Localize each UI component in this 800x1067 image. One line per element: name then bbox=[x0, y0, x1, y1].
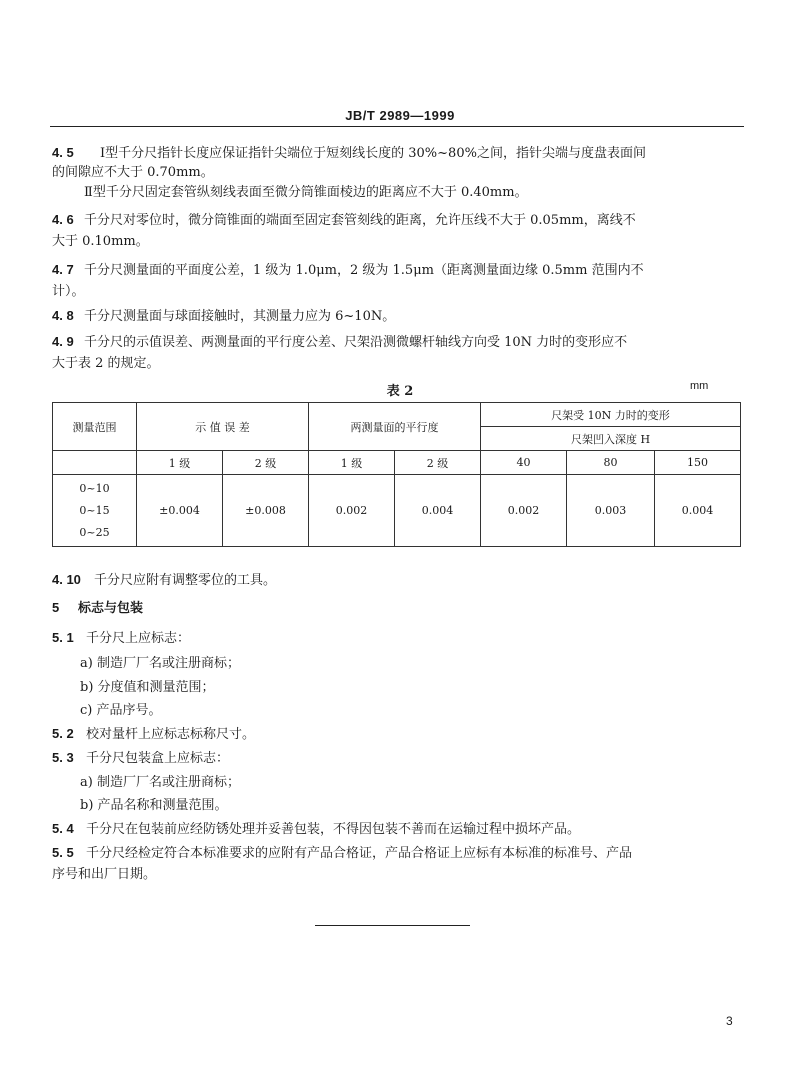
table-row bbox=[53, 475, 741, 547]
clause-text: 千分尺对零位时，微分筒锥面的端面至固定套管刻线的距离，允许压线不大于 0.05mm，离线不 bbox=[84, 213, 636, 228]
clause-number: 5. 2 bbox=[52, 726, 74, 741]
section-title: 标志与包装 bbox=[78, 601, 144, 616]
header-depth-40: 40 bbox=[481, 451, 567, 475]
clause-5-2-line1 bbox=[52, 726, 255, 743]
clause-number: 4. 5 bbox=[52, 145, 74, 160]
clause-text: Ⅰ型千分尺指针长度应保证指针尖端位于短刻线长度的 30%~80%之间，指针尖端与度盘表面间 bbox=[100, 146, 646, 161]
clause-text: 千分尺的示值误差、两测量面的平行度公差、尺架沿测微螺杆轴线方向受 10N 力时的变形应不 bbox=[84, 335, 628, 350]
error-grade1-value: ±0.004 bbox=[137, 475, 223, 547]
range-value: 0~15 bbox=[79, 503, 110, 517]
header-deform: 尺架受 10N 力时的变形 bbox=[481, 403, 741, 427]
clause-text: 千分尺测量面与球面接触时，其测量力应为 6~10N。 bbox=[84, 309, 396, 324]
list-item: a) 制造厂厂名或注册商标； bbox=[80, 775, 240, 790]
clause-number: 5. 5 bbox=[52, 845, 74, 860]
clause-5-5-line1 bbox=[52, 845, 632, 862]
range-value: 0~10 bbox=[79, 481, 110, 495]
clause-5-3-line1 bbox=[52, 750, 229, 767]
section-5-heading bbox=[52, 600, 143, 617]
list-item: c) 产品序号。 bbox=[80, 703, 162, 718]
clause-4-7-line1 bbox=[52, 262, 644, 279]
clause-number: 4. 8 bbox=[52, 308, 74, 323]
deform-80-value: 0.003 bbox=[567, 475, 655, 547]
header-depth-80: 80 bbox=[567, 451, 655, 475]
header-empty bbox=[53, 451, 137, 475]
clause-number: 5. 4 bbox=[52, 821, 74, 836]
clause-text: 千分尺测量面的平面度公差，1 级为 1.0μm，2 级为 1.5μm（距离测量面边缘 0.5mm 范围内不 bbox=[84, 263, 644, 278]
error-grade2-value: ±0.008 bbox=[223, 475, 309, 547]
parallel-grade2-value: 0.004 bbox=[395, 475, 481, 547]
deform-40-value: 0.002 bbox=[481, 475, 567, 547]
clause-text: 千分尺上应标志： bbox=[86, 631, 191, 646]
header-depth-150: 150 bbox=[655, 451, 741, 475]
clause-4-9-line2: 大于表 2 的规定。 bbox=[52, 356, 160, 371]
clause-4-7-line2: 计）。 bbox=[52, 284, 85, 299]
list-item: a) 制造厂厂名或注册商标； bbox=[80, 656, 240, 671]
header-error-grade2: 2 级 bbox=[223, 451, 309, 475]
header-range: 测量范围 bbox=[53, 403, 137, 451]
clause-4-5-line2: 的间隙应不大于 0.70mm。 bbox=[52, 165, 214, 180]
table-title: 表 2 bbox=[386, 384, 414, 399]
section-number: 5 bbox=[52, 600, 60, 615]
parallel-grade1-value: 0.002 bbox=[309, 475, 395, 547]
clause-5-1-line1 bbox=[52, 630, 190, 647]
clause-4-6-line1 bbox=[52, 212, 636, 229]
clause-5-4-line1 bbox=[52, 821, 580, 838]
header-parallel-grade1: 1 级 bbox=[309, 451, 395, 475]
clause-4-5-line3: Ⅱ型千分尺固定套管纵刻线表面至微分筒锥面棱边的距离应不大于 0.40mm。 bbox=[84, 185, 528, 200]
clause-number: 4. 7 bbox=[52, 262, 74, 277]
clause-4-5-line1 bbox=[52, 145, 646, 162]
page-number: 3 bbox=[726, 1014, 733, 1028]
clause-number: 4. 6 bbox=[52, 212, 74, 227]
clause-4-6-line2: 大于 0.10mm。 bbox=[52, 234, 149, 249]
range-value: 0~25 bbox=[79, 525, 110, 539]
end-rule bbox=[315, 925, 470, 926]
clause-4-8-line1 bbox=[52, 308, 395, 325]
clause-number: 5. 1 bbox=[52, 630, 74, 645]
clause-text: 千分尺在包装前应经防锈处理并妥善包装，不得因包装不善而在运输过程中损坏产品。 bbox=[86, 822, 581, 837]
clause-text: 千分尺包装盒上应标志： bbox=[86, 751, 230, 766]
standard-header: JB/T 2989—1999 bbox=[345, 108, 455, 123]
clause-text: 千分尺应附有调整零位的工具。 bbox=[94, 573, 277, 588]
deform-150-value: 0.004 bbox=[655, 475, 741, 547]
clause-4-9-line1 bbox=[52, 334, 627, 351]
header-parallel-grade2: 2 级 bbox=[395, 451, 481, 475]
clause-5-5-line2: 序号和出厂日期。 bbox=[52, 867, 157, 882]
list-item: b) 分度值和测量范围； bbox=[80, 680, 215, 695]
header-error: 示 值 误 差 bbox=[137, 403, 309, 451]
header-rule bbox=[50, 126, 744, 127]
list-item: b) 产品名称和测量范围。 bbox=[80, 798, 228, 813]
header-parallel: 两测量面的平行度 bbox=[309, 403, 481, 451]
clause-text: 校对量杆上应标志标称尺寸。 bbox=[86, 727, 256, 742]
spec-table bbox=[52, 402, 741, 547]
clause-text: 千分尺经检定符合本标准要求的应附有产品合格证，产品合格证上应标有本标准的标准号、产品 bbox=[86, 846, 633, 861]
header-error-grade1: 1 级 bbox=[137, 451, 223, 475]
clause-number: 4. 9 bbox=[52, 334, 74, 349]
header-depth: 尺架凹入深度 H bbox=[481, 427, 741, 451]
table-unit: mm bbox=[690, 380, 709, 392]
clause-4-10-line1 bbox=[52, 572, 276, 589]
clause-number: 5. 3 bbox=[52, 750, 74, 765]
range-cell bbox=[53, 475, 137, 547]
clause-number: 4. 10 bbox=[52, 572, 81, 587]
